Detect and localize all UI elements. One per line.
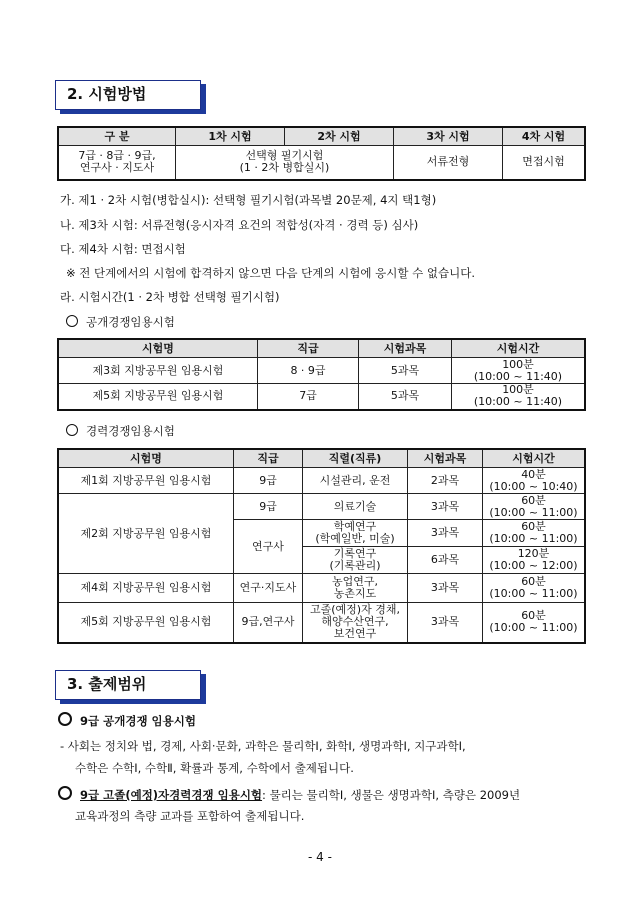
row-label: 7급 · 8급 · 9급, 연구사 · 지도사 [58, 146, 176, 180]
exam3-cell: 서류전형 [394, 146, 503, 180]
job-series: 의료기술 [303, 494, 408, 520]
duration: 60분 (10:00 ~ 11:00) [483, 494, 586, 520]
grade: 9급,연구사 [234, 603, 303, 643]
header-cell: 직급 [234, 449, 303, 468]
subjects: 3과목 [408, 574, 483, 603]
exam-name: 제4회 지방공무원 임용시험 [58, 574, 234, 603]
header-cell: 시험시간 [483, 449, 586, 468]
subjects: 5과목 [359, 358, 452, 384]
scope-text: - 사회는 정치와 법, 경제, 사회·문화, 과학은 물리학Ⅰ, 화학Ⅰ, 생명과학Ⅰ, 지구과학Ⅰ, [60, 739, 466, 753]
note-line: 가. 제1 · 2차 시험(병합실시): 선택형 필기시험(과목별 20문제, 4지 택1형) [60, 193, 437, 207]
table-row [58, 603, 585, 643]
exam-name: 제5회 지방공무원 임용시험 [58, 603, 234, 643]
section-title: 3. 출제범위 [55, 670, 201, 700]
grade: 7급 [258, 384, 359, 410]
header-cell: 시험시간 [452, 339, 586, 358]
header-cell: 시험명 [58, 339, 258, 358]
circle-bullet-icon [66, 424, 78, 436]
grade: 9급 [234, 468, 303, 494]
job-series: 시설관리, 운전 [303, 468, 408, 494]
note-line: 나. 제3차 시험: 서류전형(응시자격 요건의 적합성(자격 · 경력 등) 심사) [60, 218, 419, 232]
scope-text: 교육과정의 측량 교과를 포함하여 출제됩니다. [75, 809, 305, 823]
header-cell: 2차 시험 [285, 127, 394, 146]
note-line: ※ 전 단계에서의 시험에 합격하지 않으면 다음 단계의 시험에 응시할 수 없습니다. [66, 266, 475, 280]
table-row [58, 494, 585, 520]
table-row [58, 468, 585, 494]
header-cell: 3차 시험 [394, 127, 503, 146]
subjects: 3과목 [408, 520, 483, 547]
header-cell: 구 분 [58, 127, 176, 146]
scope-heading-2: 9급 고졸(예정)자경력경쟁 임용시험: 물리는 물리학Ⅰ, 생물은 생명과학Ⅰ, 측량은 2009년 [58, 786, 520, 803]
header-cell: 4차 시험 [503, 127, 586, 146]
job-series: 농업연구, 농촌지도 [303, 574, 408, 603]
circle-bullet-icon [66, 315, 78, 327]
subjects: 2과목 [408, 468, 483, 494]
exam-name: 제3회 지방공무원 임용시험 [58, 358, 258, 384]
section-title: 2. 시험방법 [55, 80, 201, 110]
header-cell: 1차 시험 [176, 127, 285, 146]
exam12-cell: 선택형 필기시험 (1 · 2차 병합실시) [176, 146, 394, 180]
exam-name: 제1회 지방공무원 임용시험 [58, 468, 234, 494]
header-cell: 직렬(직류) [303, 449, 408, 468]
subjects: 3과목 [408, 494, 483, 520]
scope-text: 수학은 수학Ⅰ, 수학Ⅱ, 확률과 통계, 수학에서 출제됩니다. [75, 761, 354, 775]
career-exam-table [57, 448, 586, 644]
note-line: 다. 제4차 시험: 면접시험 [60, 242, 186, 256]
grade: 연구·지도사 [234, 574, 303, 603]
table-row [58, 574, 585, 603]
duration: 100분 (10:00 ~ 11:40) [452, 358, 586, 384]
open-exam-table [57, 338, 586, 411]
grade: 8 · 9급 [258, 358, 359, 384]
header-cell: 시험과목 [359, 339, 452, 358]
duration: 100분 (10:00 ~ 11:40) [452, 384, 586, 410]
duration: 60분 (10:00 ~ 11:00) [483, 520, 586, 547]
subjects: 6과목 [408, 547, 483, 574]
header-cell: 시험과목 [408, 449, 483, 468]
exam-name: 제2회 지방공무원 임용시험 [58, 494, 234, 574]
page-number: - 4 - [308, 850, 332, 864]
circle-bullet-icon [58, 712, 72, 726]
subjects: 3과목 [408, 603, 483, 643]
exam-method-table [57, 126, 586, 181]
subjects: 5과목 [359, 384, 452, 410]
table-row [58, 358, 585, 384]
grade: 연구사 [234, 520, 303, 574]
exam-name: 제5회 지방공무원 임용시험 [58, 384, 258, 410]
exam4-cell: 면접시험 [503, 146, 586, 180]
table-row [58, 384, 585, 410]
circle-bullet-icon [58, 786, 72, 800]
scope-tag: 9급 고졸(예정)자경력경쟁 임용시험 [80, 788, 263, 802]
grade: 9급 [234, 494, 303, 520]
job-series: 고졸(예정)자 경채, 해양수산연구, 보건연구 [303, 603, 408, 643]
duration: 60분 (10:00 ~ 11:00) [483, 574, 586, 603]
duration: 60분 (10:00 ~ 11:00) [483, 603, 586, 643]
job-series: 기록연구 (기록관리) [303, 547, 408, 574]
duration: 120분 (10:00 ~ 12:00) [483, 547, 586, 574]
scope-heading-1: 9급 공개경쟁 임용시험 [58, 712, 196, 729]
career-heading: 경력경쟁임용시험 [66, 423, 175, 439]
open-heading: 공개경쟁임용시험 [66, 314, 175, 330]
header-cell: 직급 [258, 339, 359, 358]
job-series: 학예연구 (학예일반, 미술) [303, 520, 408, 547]
duration: 40분 (10:00 ~ 10:40) [483, 468, 586, 494]
note-line: 라. 시험시간(1 · 2차 병합 선택형 필기시험) [60, 290, 280, 304]
header-cell: 시험명 [58, 449, 234, 468]
